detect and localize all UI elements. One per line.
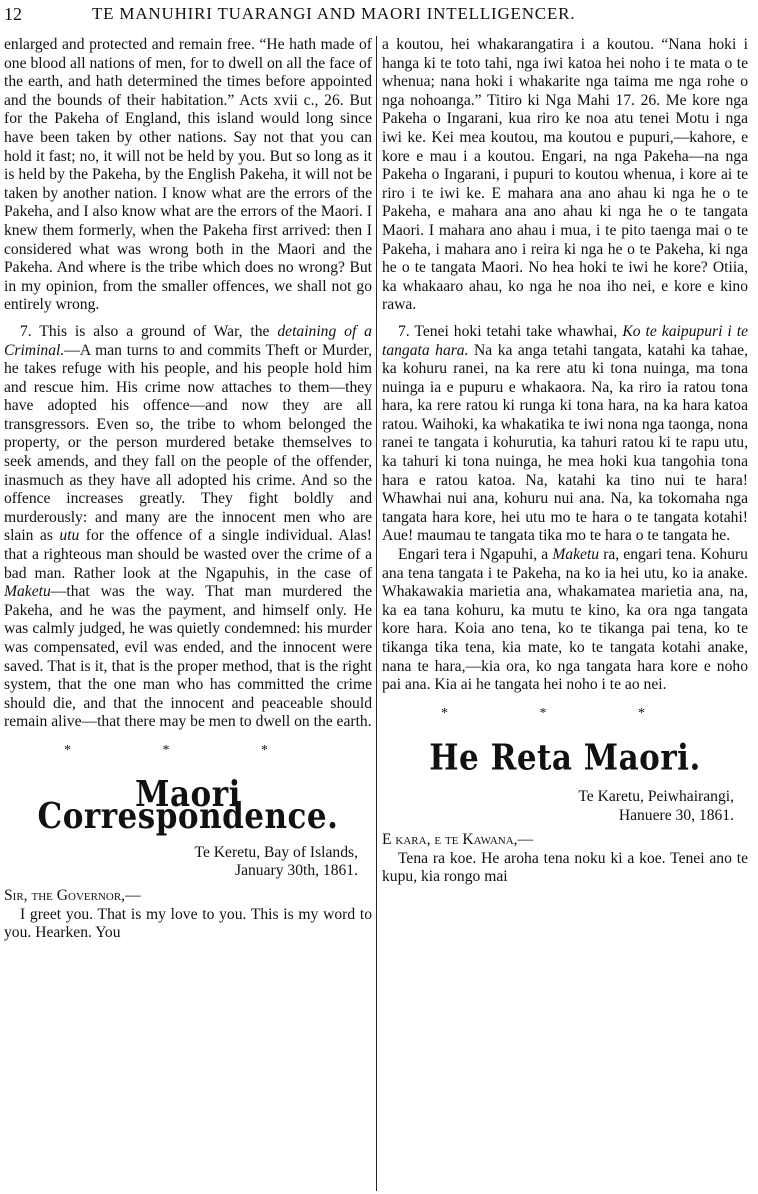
- page-header: [4, 4, 750, 28]
- section-separator-stars: * * *: [64, 742, 312, 758]
- letter-salutation: Sir, the Governor,—: [4, 886, 141, 904]
- maori-column: [382, 36, 748, 887]
- maori-paragraph-2: 7. Tenei hoki tetahi take whawhai, Ko te kaipupuri i te tangata hara. Na ka anga tetahi tangata, katahi ka tahae, ka kohuru ranei, na ka rere atu ki tona nuinga, ma tona nuinga ia e pupuru e whakaora. Na, ka riro ia ratou tona hara, ka rere ratou ki runga ki tona hara, na ka hara katoa ratou. Waihoki, ka whakatika te iwi nona nga taonga, nona ranei te tangata i kohurutia, ka tahuri ratou ki te rapu utu, ka tahuri ki tona nuinga, he mea hoki kua tangohia tona hara e ratou katoa. Na, katahi ka tino nui te hara! Whawhai nui ana, kohuru nui ana. Na, ka tokomaha nga tangata hara kore, hei utu mo te hara o te tangata kotahi! Aue! maumau te tangata tika mo te hara o te tangata he.: [382, 322, 749, 545]
- section-heading: He Reta Maori.: [429, 737, 701, 780]
- letter-salutation: E kara, e te Kawana,—: [382, 831, 534, 849]
- page-number: 12: [4, 4, 22, 24]
- english-paragraph-1: enlarged and protected and remain free. “He hath made of one blood all nations of men, for to dwell on all the face of the earth, and hath determined the times before appointed and the bounds of their habitation.” Acts xvii c., 26. But for the Pakeha of England, this island would long since have been taken by other nations. Say not that you can hold it fast; no, it will not be held by you. But so long as it is held by the Pakeha, by the English Pakeha, it will not be taken by another nation. I know what are the errors of the Pakeha, and I also know what are the errors of the Maori. I knew them formerly, when the Pakeha first arrived: then I considered what was wrong both in the Maori and the Pakeha. And where is the tribe which does no wrong? But in my opinion, from the smaller offences, we shall not go entirely wrong.: [4, 36, 372, 314]
- maori-paragraph-1: a koutou, hei whakarangatira i a koutou. “Nana hoki i hanga ki te toto tahi, nga iwi katoa hei noho i te mata o te whenua; nana hoki i whakarite nga taima me nga rohe o nga nohoanga.” Titiro ki Nga Mahi 17. 26. Me kore nga Pakeha o Ingarani, kua riro ke noa atu tenei Motu i nga iwi ke. Kei mea koutou, ma koutou e pupuri,—kahore, e kore e mau i a koutou. Engari, na nga Pakeha—na nga Pakeha o Ingarani, i pupuri to koutou whenua, i kore ai te riro i te iwi ke. E mahara ana ano ahau ki nga he o te Pakeha, e mahara ana ano ahau ki nga he o te tangata Maori. I mahara ano ahau i mua, i te pito taenga mai o te Pakeha, i mahara ano i reira ki nga he o te Pakeha, ki nga he o te tangata Maori. No hea hoki te iwi he kore? Otiia, ka whakaaro ahau, ko nga he noa iho nei, e kore e kino rawa.: [382, 36, 748, 314]
- maori-paragraph-3: Engari tera i Ngapuhi, a Maketu ra, engari tena. Kohuru ana tena tangata i te Pakeha, na ko ia hei utu, ko ia anake. Whakawakia marietia ana, whakamatea marietia ana, na, ka ea tana kohuru, ka mutu te kino, ka ora nga tangata kore hara. Koia ano tena, ko te tikanga pai tena, ko te tikanga tika tena, kia mate, ko te tangata kotahi anake, nana te hara,—kia ora, ko nga tangata hara kore e noho pai ana. Kia ai he tangata hei noho i te ao nei.: [382, 546, 748, 694]
- letter-date: January 30th, 1861.: [235, 862, 358, 880]
- column-divider: [376, 36, 377, 1191]
- letter-place: Te Keretu, Bay of Islands,: [194, 843, 358, 861]
- letter-opening: Tena ra koe. He aroha tena noku ki a koe. Tenei ano te kupu, kia rongo mai: [382, 849, 748, 886]
- running-title: TE MANUHIRI TUARANGI AND MAORI INTELLIGENCER.: [92, 4, 576, 23]
- letter-opening: I greet you. That is my love to you. This is my word to you. Hearken. You: [4, 905, 372, 942]
- letter-date: Hanuere 30, 1861.: [618, 806, 734, 824]
- english-column: [4, 36, 372, 943]
- letter-place: Te Karetu, Peiwhairangi,: [578, 787, 734, 805]
- section-heading: Maori Correspondence.: [37, 773, 339, 837]
- section-separator-stars: * * *: [441, 705, 689, 721]
- english-paragraph-2: 7. This is also a ground of War, the detaining of a Criminal.—A man turns to and commits Theft or Murder, he takes refuge with his people, and his people hold him and rescue him. His crime now attaches to them—they have adopted his offence—and now they are all transgressors. Even so, the tribe to whom belonged the property, or the person murdered betake themselves to seek amends, and they fall on the people of the offender, inasmuch as they have all adopted his crime. And so the offence increases greatly. They fight boldly and murderously: and many are the innocent men who are slain as utu for the offence of a single individual. Alas! that a righteous man should be wasted over the crime of a bad man. Rather look at the Ngapuhis, in the case of Maketu—that was the way. That man murdered the Pakeha, and he was the payment, and himself only. He was calmly judged, he was quietly condemned: his murder was compensated, evil was ended, and the innocent were saved. That is it, that is the proper method, that is the right system, that the one man who has committed the crime should die, and that the innocent and peaceable should remain alive—that there may be men to dwell on the earth.: [4, 322, 372, 731]
